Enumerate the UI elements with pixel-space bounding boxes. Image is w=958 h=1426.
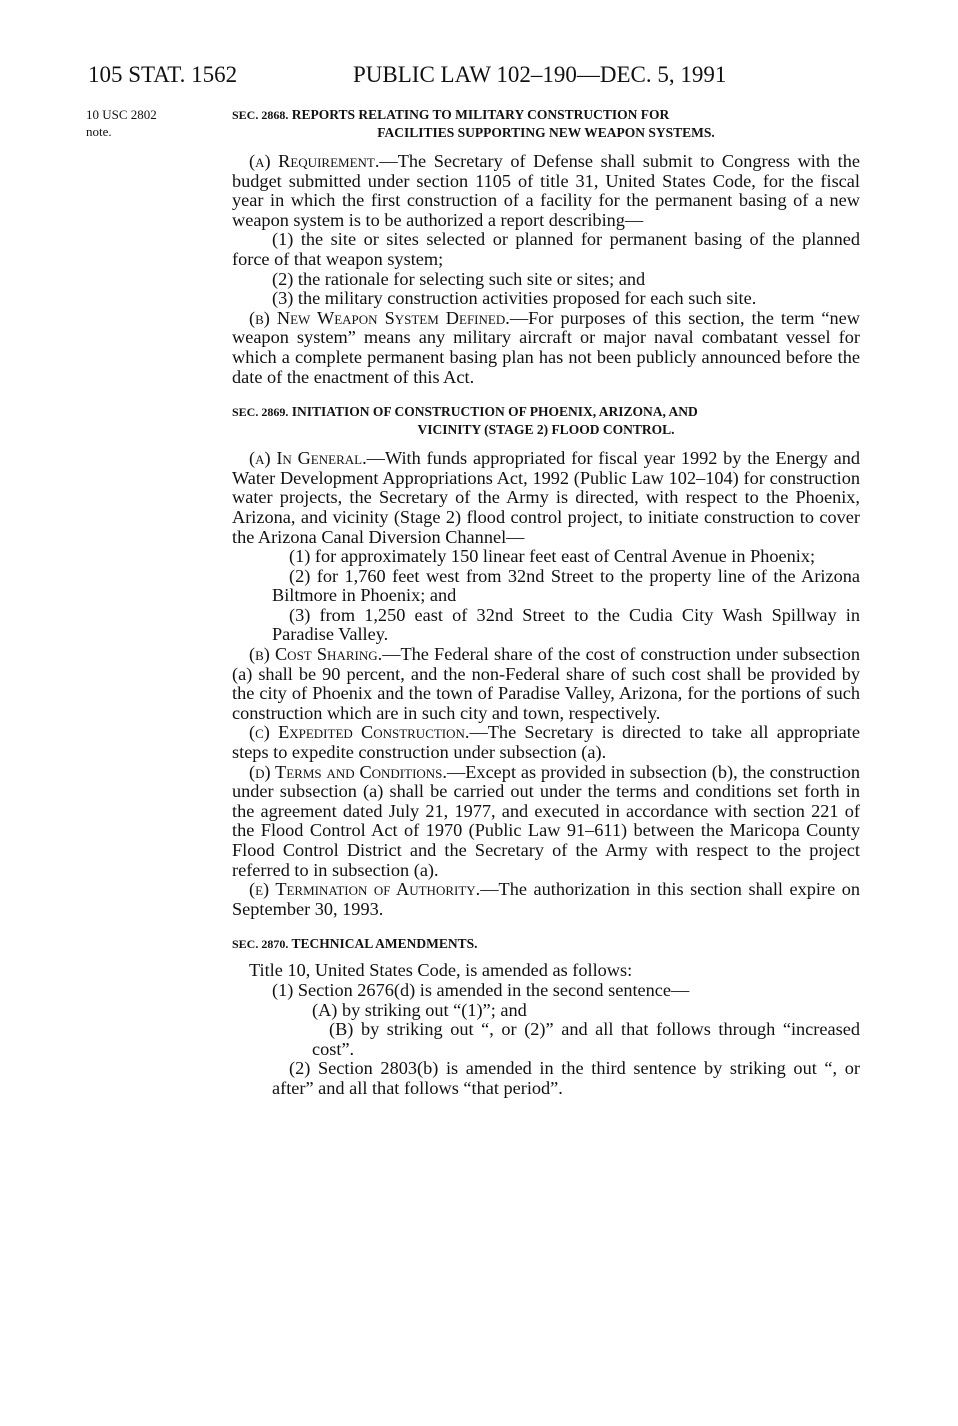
marginal-note-line1: 10 USC 2802 [86, 107, 157, 122]
section-2869-subsection-b [232, 645, 860, 723]
section-2868-title-line1: REPORTS RELATING TO MILITARY CONSTRUCTION FOR [291, 107, 670, 122]
subsection-heading: (a) In General. [249, 448, 367, 469]
section-2869-subsection-a [232, 449, 860, 547]
subsection-text: —For purposes of this section, the term “new weapon system” means any military aircraft or major naval combatant vessel for which a complete permanent basing plan has not been publicly announced before the date of the enactment of this Act. [232, 307, 860, 387]
section-2870-title: TECHNICAL AMENDMENTS. [291, 936, 478, 952]
marginal-note-line2: note. [86, 124, 112, 139]
subsection-text: —With funds appropriated for fiscal year 1992 by the Energy and Water Development Appropriations Act, 1992 (Public Law 102–104) for construction water projects, the Secretary of the Army is directed, with respect to the Phoenix, Arizona, and vicinity (Stage 2) flood control project, to initiate construction to cover the Arizona Canal Diversion Channel— [232, 448, 860, 547]
section-2868-title-line2: FACILITIES SUPPORTING NEW WEAPON SYSTEMS. [377, 125, 715, 140]
section-2868-subsection-b [232, 309, 860, 387]
section-2869-paragraph-2: (2) for 1,760 feet west from 32nd Street to the property line of the Arizona Biltmore in Phoenix; and [272, 565, 860, 606]
section-2870-subparagraph-B: (B) by striking out “, or (2)” and all that follows through “increased cost”. [312, 1019, 860, 1059]
section-2869-subsection-c [232, 723, 860, 762]
subsection-text: —The Secretary of Defense shall submit to Congress with the budget submitted under section 1105 of title 31, United States Code, for the fiscal year in which the first construction of a facility for the permanent basing of a new weapon system is to be authorized a report describing— [232, 151, 861, 230]
section-2868-number: SEC. 2868. [232, 108, 289, 122]
marginal-note [86, 106, 216, 140]
section-2869-paragraph-1: (1) for approximately 150 linear feet east of Central Avenue in Phoenix; [289, 546, 816, 567]
section-2870-paragraph-1: (1) Section 2676(d) is amended in the second sentence— [272, 979, 690, 1000]
section-2870-subparagraph-A: (A) by striking out “(1)”; and [312, 999, 527, 1020]
section-2870-intro: Title 10, United States Code, is amended as follows: [249, 960, 633, 981]
section-2869-number: SEC. 2869. [232, 405, 289, 420]
document-body [232, 106, 860, 1099]
section-2869-subsection-e [232, 880, 860, 919]
subsection-text: —The Federal share of the cost of construction under subsection (a) shall be 90 percent, and the non-Federal share of such cost shall be provided by the city of Phoenix and the town of Paradise Valley, Arizona, for the portions of such construction which are in such city and town, respectively. [232, 644, 860, 723]
subsection-heading: (d) Terms and Conditions. [249, 761, 447, 782]
section-2870-heading [232, 935, 860, 953]
section-2869-title-line2: VICINITY (STAGE 2) FLOOD CONTROL. [417, 422, 675, 438]
subsection-heading: (b) New Weapon System Defined. [249, 307, 510, 328]
subsection-text: —Except as provided in subsection (b), the construction under subsection (a) shall be carried out under the terms and conditions set forth in the agreement dated July 21, 1977, and executed in accordance with section 221 of the Flood Control Act of 1970 (Public Law 91–611) between the Maricopa County Flood Control District and the Secretary of the Army with respect to the project referred to in subsection (a). [232, 761, 860, 880]
section-2869-title-line1: INITIATION OF CONSTRUCTION OF PHOENIX, ARIZONA, AND [291, 404, 698, 420]
section-2868-heading [232, 106, 860, 142]
section-2869-subsection-d [232, 763, 860, 881]
section-2869-paragraph-3: (3) from 1,250 east of 32nd Street to the Cudia City Wash Spillway in Paradise Valley. [272, 604, 860, 645]
statute-citation: 105 STAT. 1562 [88, 62, 238, 87]
public-law-date: PUBLIC LAW 102–190—DEC. 5, 1991 [353, 62, 727, 87]
section-2870-paragraph-2: (2) Section 2803(b) is amended in the third sentence by striking out “, or after” and all that follows “that period”. [272, 1058, 860, 1098]
section-2868-subsection-a [232, 152, 860, 230]
subsection-heading: (c) Expedited Construction. [249, 722, 470, 743]
section-2868-paragraph-1: (1) the site or sites selected or planned for permanent basing of the planned force of that weapon system; [232, 229, 860, 269]
section-2870-number: SEC. 2870. [232, 937, 289, 952]
section-2868-paragraph-2: (2) the rationale for selecting such site or sites; and [272, 268, 646, 289]
subsection-heading: (b) Cost Sharing. [249, 644, 383, 665]
subsection-text: —The authorization in this section shall expire on September 30, 1993. [232, 879, 860, 919]
section-2869-heading [232, 403, 860, 439]
subsection-heading: (a) Requirement. [249, 151, 380, 171]
subsection-text: —The Secretary is directed to take all appropriate steps to expedite construction under subsection (a). [232, 722, 860, 763]
section-2868-paragraph-3: (3) the military construction activities proposed for each such site. [272, 288, 757, 309]
subsection-heading: (e) Termination of Authority. [249, 879, 481, 900]
page-header [88, 62, 868, 92]
